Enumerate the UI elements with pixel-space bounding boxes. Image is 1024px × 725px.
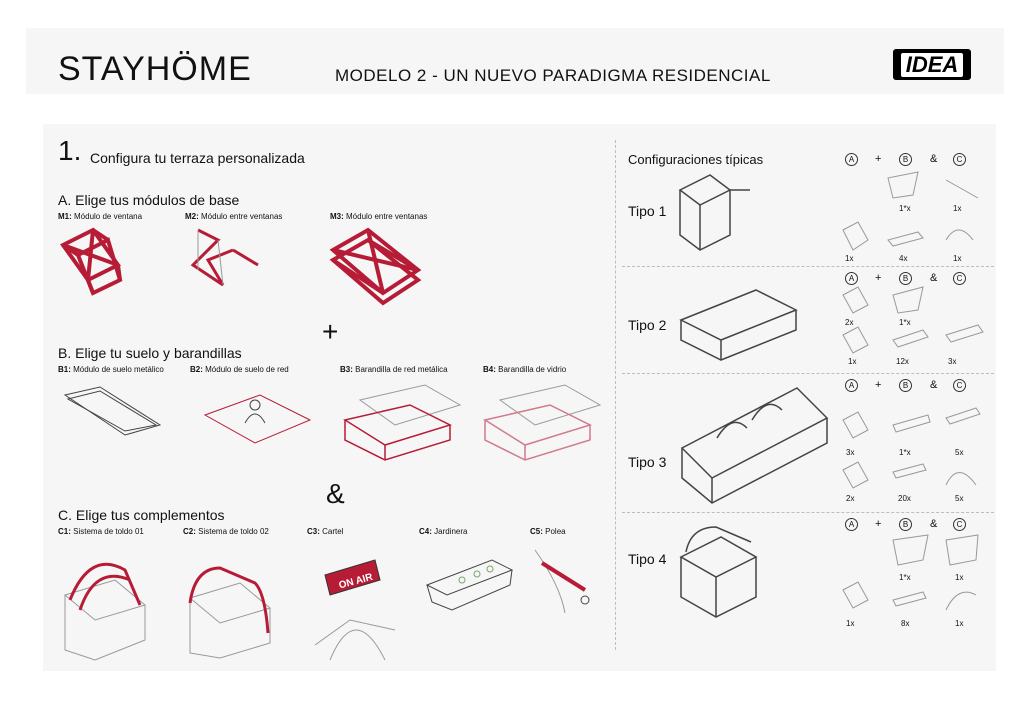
item-c3-code: C3: xyxy=(307,527,320,536)
tipo-4-count-c2: 1x xyxy=(955,619,964,628)
row-divider xyxy=(622,512,994,513)
section-a-title: A. Elige tus módulos de base xyxy=(58,192,240,208)
tipo-2-count-c: 3x xyxy=(948,357,957,366)
tipo-4-and: & xyxy=(930,518,938,530)
tipo-1-illustration[interactable] xyxy=(675,170,755,260)
page-subtitle: MODELO 2 - UN NUEVO PARADIGMA RESIDENCIAL xyxy=(335,66,771,85)
item-m2-code: M2: xyxy=(185,212,199,221)
tipo-1-count-a: 1x xyxy=(845,254,854,263)
item-b3-label: Barandilla de red metálica xyxy=(355,365,448,374)
tipo-2-circle-b: B xyxy=(899,272,912,285)
tipo-3-count-c2: 5x xyxy=(955,494,964,503)
tipo-4-illustration[interactable] xyxy=(676,522,766,622)
awning-c2-illustration[interactable] xyxy=(180,548,280,658)
awning-c1-illustration[interactable] xyxy=(55,545,155,660)
item-m3[interactable] xyxy=(330,212,427,221)
header-circle-c: C xyxy=(953,153,966,166)
tipo-2-count-a2: 1x xyxy=(848,357,857,366)
item-c2-code: C2: xyxy=(183,527,196,536)
railing-b4-illustration[interactable] xyxy=(480,380,610,465)
item-m3-code: M3: xyxy=(330,212,344,221)
tipo-3-parts-icons xyxy=(838,400,988,495)
tipo-4-circle-c: C xyxy=(953,518,966,531)
tipo-2-circle-c: C xyxy=(953,272,966,285)
sign-text: ON AIR xyxy=(337,571,375,592)
tipo-3-label: Tipo 3 xyxy=(628,454,667,470)
row-divider xyxy=(622,266,994,267)
step-title: Configura tu terraza personalizada xyxy=(90,150,305,166)
idea-logo-text: IDEA xyxy=(901,53,964,77)
floor-b1-illustration[interactable] xyxy=(60,385,170,440)
item-m1-label: Módulo de ventana xyxy=(74,212,143,221)
tipo-2-circle-a: A xyxy=(845,272,858,285)
item-c2-label: Sistema de toldo 02 xyxy=(198,527,269,536)
item-c3-label: Cartel xyxy=(322,527,344,536)
planter-c4-illustration[interactable] xyxy=(422,550,517,615)
item-c5-label: Polea xyxy=(545,527,566,536)
tipo-3-illustration[interactable] xyxy=(677,378,832,508)
railing-b3-illustration[interactable] xyxy=(340,380,470,465)
tipo-4-circle-a: A xyxy=(845,518,858,531)
section-b-title: B. Elige tu suelo y barandillas xyxy=(58,345,242,361)
section-c-title: C. Elige tus complementos xyxy=(58,507,225,523)
item-c4-code: C4: xyxy=(419,527,432,536)
item-c4[interactable] xyxy=(419,527,467,536)
item-c1[interactable] xyxy=(58,527,144,536)
ampersand-sign: & xyxy=(326,478,345,509)
tipo-2-label: Tipo 2 xyxy=(628,317,667,333)
item-m2[interactable] xyxy=(185,212,282,221)
tipo-4-count-b2: 8x xyxy=(901,619,910,628)
tipo-3-plus: + xyxy=(875,379,882,391)
item-b1[interactable] xyxy=(58,365,164,374)
tipo-2-illustration[interactable] xyxy=(676,285,806,365)
row-divider xyxy=(622,373,994,374)
tipo-4-plus: + xyxy=(875,518,882,530)
sign-c3-illustration[interactable] xyxy=(310,550,400,660)
configs-title: Configuraciones típicas xyxy=(628,152,764,167)
tipo-2-and: & xyxy=(930,272,938,284)
item-m1-code: M1: xyxy=(58,212,72,221)
bottom-margin xyxy=(0,675,160,725)
tipo-3-circle-a: A xyxy=(845,379,858,392)
tipo-1-count-c2: 1x xyxy=(953,254,962,263)
item-b1-code: B1: xyxy=(58,365,71,374)
module-m2-illustration[interactable] xyxy=(188,225,268,295)
tipo-3-count-a2: 2x xyxy=(846,494,855,503)
tipo-2-count-b2: 12x xyxy=(896,357,909,366)
tipo-2-count-a1: 2x xyxy=(845,318,854,327)
plus-sign: + xyxy=(322,316,339,347)
brand-title: STAYHÖME xyxy=(58,50,252,88)
pulley-c5-illustration[interactable] xyxy=(530,545,600,615)
tipo-1-parts-icons xyxy=(838,170,988,260)
idea-logo xyxy=(893,49,971,80)
tipo-1-count-c1: 1x xyxy=(953,204,962,213)
item-m1[interactable] xyxy=(58,212,142,221)
item-b4-code: B4: xyxy=(483,365,496,374)
item-b3-code: B3: xyxy=(340,365,353,374)
item-c5[interactable] xyxy=(530,527,566,536)
tipo-2-parts-icons xyxy=(838,285,988,365)
item-b2[interactable] xyxy=(190,365,289,374)
tipo-3-count-a1: 3x xyxy=(846,448,855,457)
tipo-4-parts-icons xyxy=(838,535,988,620)
tipo-2-count-b1: 1*x xyxy=(899,318,911,327)
header-circle-a: A xyxy=(845,153,858,166)
item-c4-label: Jardinera xyxy=(434,527,468,536)
item-c1-label: Sistema de toldo 01 xyxy=(73,527,144,536)
module-m3-illustration[interactable] xyxy=(328,225,428,305)
tipo-1-count-b1: 1*x xyxy=(899,204,911,213)
item-c3[interactable] xyxy=(307,527,343,536)
column-divider xyxy=(615,140,616,650)
item-b3[interactable] xyxy=(340,365,448,374)
tipo-1-label: Tipo 1 xyxy=(628,203,667,219)
module-m1-illustration[interactable] xyxy=(58,225,138,295)
item-c5-code: C5: xyxy=(530,527,543,536)
item-b1-label: Módulo de suelo metálico xyxy=(73,365,164,374)
tipo-4-label: Tipo 4 xyxy=(628,551,667,567)
floor-b2-illustration[interactable] xyxy=(200,385,320,455)
item-c1-code: C1: xyxy=(58,527,71,536)
item-m2-label: Módulo entre ventanas xyxy=(201,212,283,221)
tipo-3-circle-c: C xyxy=(953,379,966,392)
item-c2[interactable] xyxy=(183,527,269,536)
tipo-4-count-b1: 1*x xyxy=(899,573,911,582)
item-b4[interactable] xyxy=(483,365,566,374)
tipo-4-circle-b: B xyxy=(899,518,912,531)
tipo-3-count-b2: 20x xyxy=(898,494,911,503)
tipo-4-count-c1: 1x xyxy=(955,573,964,582)
header-plus: + xyxy=(875,153,882,165)
tipo-1-count-b2: 4x xyxy=(899,254,908,263)
tipo-3-count-c1: 5x xyxy=(955,448,964,457)
tipo-3-count-b1: 1*x xyxy=(899,448,911,457)
item-b2-code: B2: xyxy=(190,365,203,374)
header-circle-b: B xyxy=(899,153,912,166)
item-b4-label: Barandilla de vidrio xyxy=(498,365,567,374)
item-b2-label: Módulo de suelo de red xyxy=(205,365,289,374)
step-number: 1. xyxy=(58,135,82,166)
tipo-3-and: & xyxy=(930,379,938,391)
tipo-2-plus: + xyxy=(875,272,882,284)
tipo-3-circle-b: B xyxy=(899,379,912,392)
item-m3-label: Módulo entre ventanas xyxy=(346,212,428,221)
tipo-4-count-a: 1x xyxy=(846,619,855,628)
header-and: & xyxy=(930,153,938,165)
